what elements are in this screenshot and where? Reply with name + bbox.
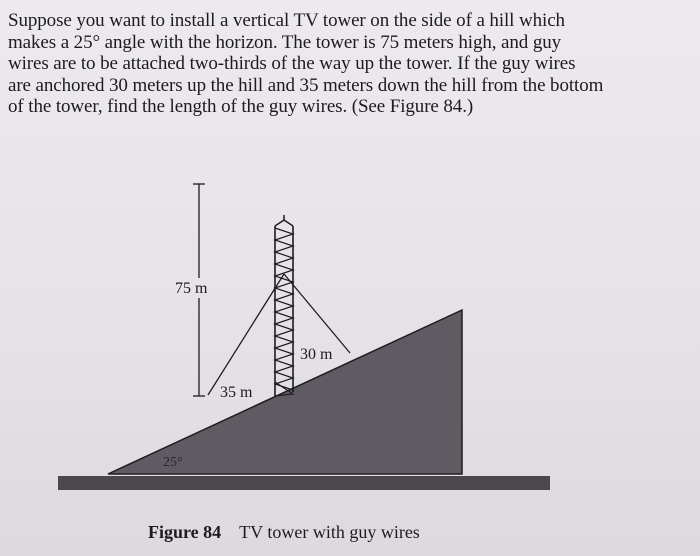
ground-strip bbox=[58, 476, 550, 490]
downhill-distance-label: 35 m bbox=[220, 384, 253, 401]
problem-line-4: are anchored 30 meters up the hill and 35 meters down the hill from the bottom bbox=[8, 74, 604, 96]
guy-wire-downhill bbox=[208, 274, 284, 395]
problem-line-3: wires are to be attached two-thirds of the way up the tower. If the guy wires bbox=[8, 53, 576, 74]
problem-line-5: of the tower, find the length of the guy wires. (See Figure 84.) bbox=[8, 96, 474, 117]
problem-line-1: Suppose you want to install a vertical TV tower on the side of a hill which bbox=[8, 10, 565, 31]
problem-line-2: makes a 25° angle with the horizon. The tower is 75 meters high, and guy bbox=[8, 31, 562, 53]
uphill-distance-label: 30 m bbox=[300, 346, 333, 363]
guy-wire-uphill bbox=[284, 274, 350, 353]
hill-slope bbox=[108, 310, 462, 474]
height-label: 75 m bbox=[175, 280, 208, 297]
tv-tower bbox=[275, 215, 293, 396]
figure-title: TV tower with guy wires bbox=[239, 522, 420, 542]
figure-caption bbox=[148, 522, 420, 543]
figure-number: Figure 84 bbox=[148, 522, 222, 542]
angle-label: 25° bbox=[163, 455, 183, 470]
